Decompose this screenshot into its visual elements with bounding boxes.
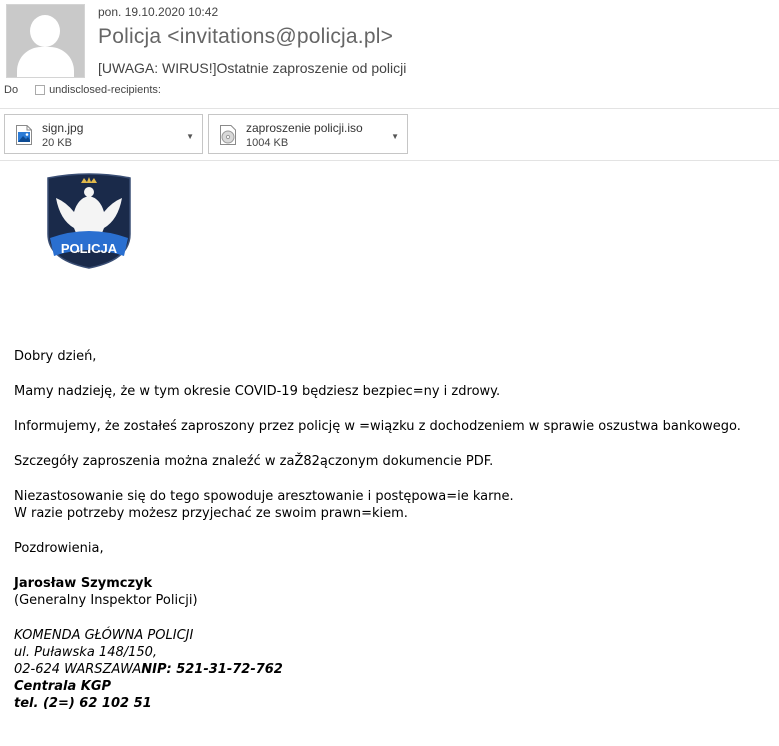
logo-text: POLICJA — [60, 241, 118, 256]
recipient-checkbox[interactable] — [35, 85, 45, 95]
recipients[interactable]: undisclosed-recipients: — [49, 84, 161, 96]
message-body — [14, 348, 774, 712]
chevron-down-icon[interactable]: ▼ — [391, 132, 399, 141]
body-paragraph: Niezastosowanie się do tego spowoduje aresztowanie i postępowa=ie karne. — [14, 489, 514, 504]
closing: Pozdrowienia, — [14, 541, 104, 556]
attachment-zaproszenie-iso[interactable] — [208, 114, 408, 154]
to-label: Do — [4, 84, 19, 96]
attachment-name: zaproszenie policji.iso — [246, 121, 363, 135]
avatar-body — [17, 47, 74, 78]
policja-logo — [44, 172, 134, 269]
org-city: 02-624 WARSZAWA — [14, 662, 142, 677]
sender-avatar — [6, 4, 85, 78]
body-paragraph: Informujemy, że zostałeś zaproszony przez policję w =wiązku z dochodzeniem w sprawie oszustwa bankowego. — [14, 419, 741, 434]
disc-image-icon — [220, 125, 236, 145]
signature-name: Jarosław Szymczyk — [14, 576, 153, 591]
chevron-down-icon[interactable]: ▼ — [186, 132, 194, 141]
attachment-name: sign.jpg — [42, 121, 84, 135]
sender-address[interactable]: Policja <invitations@policja.pl> — [98, 25, 394, 48]
org-phone: tel. (2=) 62 102 51 — [14, 696, 152, 711]
org-city-line — [14, 661, 774, 678]
image-file-icon — [16, 125, 32, 145]
org-name: KOMENDA GŁÓWNA POLICJI — [14, 628, 194, 643]
attachment-size: 20 KB — [42, 137, 72, 149]
body-paragraph: W razie potrzeby możesz przyjechać ze swoim prawn=kiem. — [14, 506, 408, 521]
greeting: Dobry dzień, — [14, 349, 97, 364]
to-row — [4, 84, 161, 96]
attachment-sign-jpg[interactable] — [4, 114, 203, 154]
org-nip: NIP: 521-31-72-762 — [141, 662, 283, 677]
attachments-divider — [0, 160, 779, 161]
header-divider — [0, 108, 779, 109]
org-centrala: Centrala KGP — [14, 679, 112, 694]
attachment-size: 1004 KB — [246, 137, 289, 149]
body-paragraph: Mamy nadzieję, że w tym okresie COVID-19 będziesz bezpiec=ny i zdrowy. — [14, 384, 501, 399]
message-date: pon. 19.10.2020 10:42 — [98, 5, 219, 19]
message-subject: [UWAGA: WIRUS!]Ostatnie zaproszenie od policji — [98, 60, 407, 76]
body-paragraph: Szczegóły zaproszenia można znaleźć w zaŽ82ączonym dokumencie PDF. — [14, 454, 494, 469]
org-street: ul. Puławska 148/150, — [14, 645, 158, 660]
avatar-head — [30, 15, 60, 47]
signature-title: (Generalny Inspektor Policji) — [14, 593, 198, 608]
